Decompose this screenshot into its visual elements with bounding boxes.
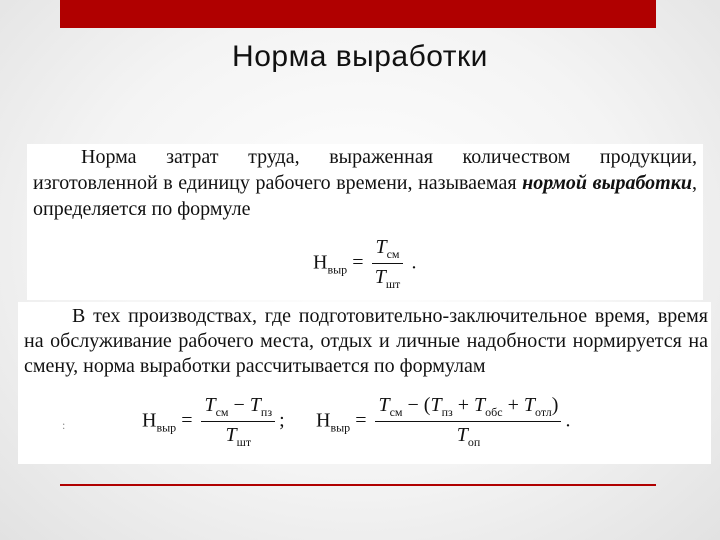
- t-sub: пз: [441, 405, 453, 419]
- formula-end: .: [411, 251, 417, 274]
- operator: ): [551, 394, 559, 416]
- operator: +: [452, 394, 475, 416]
- formula2-fraction: [375, 394, 561, 450]
- slide-title: Норма выработки: [232, 40, 488, 73]
- definition-text: [33, 144, 697, 222]
- operator: −: [228, 394, 250, 416]
- t-symbol: T: [523, 394, 536, 416]
- formula-equals: =: [352, 251, 364, 274]
- formula1-equals: =: [181, 409, 193, 432]
- top-accent-bar: [60, 0, 656, 28]
- t-symbol: T: [375, 236, 387, 258]
- operator: +: [502, 394, 524, 416]
- formula-numerator: [372, 236, 402, 264]
- formula-shift-1: [142, 394, 285, 450]
- t-symbol: T: [249, 394, 261, 416]
- formula-denominator: [372, 264, 402, 292]
- formula2-end: .: [565, 409, 571, 432]
- formula-lhs-sub: выр: [327, 262, 348, 277]
- stray-marker: :: [62, 418, 66, 432]
- formula1-denominator: [201, 422, 275, 450]
- t-symbol: T: [430, 394, 442, 416]
- definition-text-start: Норма затрат труда, выраженная количеством продукции, изготовленной в единицу рабочего времени, называемая: [33, 146, 697, 194]
- formula1-end: ;: [279, 409, 285, 432]
- formula2-denominator: [375, 422, 561, 450]
- t-sub: см: [389, 405, 403, 419]
- definition-panel: [27, 144, 703, 300]
- bottom-accent-line: [60, 484, 656, 486]
- t-sub: отл: [535, 405, 552, 419]
- t-sub: см: [386, 247, 400, 261]
- definition-emphasis: нормой выработки: [522, 172, 692, 194]
- shift-norm-panel: [18, 302, 711, 464]
- formula2-lhs-sub: выр: [330, 420, 351, 435]
- formula2-equals: =: [355, 409, 367, 432]
- formula1-numerator: [201, 394, 275, 422]
- t-symbol: T: [456, 424, 468, 446]
- t-sub: оп: [467, 435, 481, 449]
- formula2-numerator: [375, 394, 561, 422]
- t-sub: пз: [260, 405, 273, 419]
- t-sub: см: [215, 405, 229, 419]
- formula1-fraction: [201, 394, 275, 450]
- t-sub: обс: [485, 405, 503, 419]
- formula1-lhs-sub: выр: [156, 420, 177, 435]
- formula2-lhs: Н: [316, 409, 331, 432]
- formula1-lhs: Н: [142, 409, 157, 432]
- t-symbol: T: [474, 394, 486, 416]
- formula-lhs: Н: [313, 251, 328, 274]
- t-symbol: T: [374, 266, 386, 288]
- t-symbol: T: [204, 394, 216, 416]
- t-symbol: T: [225, 424, 237, 446]
- t-sub: шт: [385, 277, 401, 291]
- shift-norm-text: В тех производствах, где подготовительно-заключительное время, время на обслуживание рабочего места, отдых и личные надобности нормируется на смену, норма выработки рассчитывается по формулам: [24, 305, 708, 377]
- formula-basic: [313, 236, 417, 292]
- formula-fraction: [372, 236, 402, 292]
- formula-shift-2: [316, 394, 570, 450]
- t-sub: шт: [236, 435, 252, 449]
- t-symbol: T: [378, 394, 390, 416]
- definition-text-end: , определяется по формуле: [33, 172, 697, 220]
- operator: − (: [402, 394, 431, 416]
